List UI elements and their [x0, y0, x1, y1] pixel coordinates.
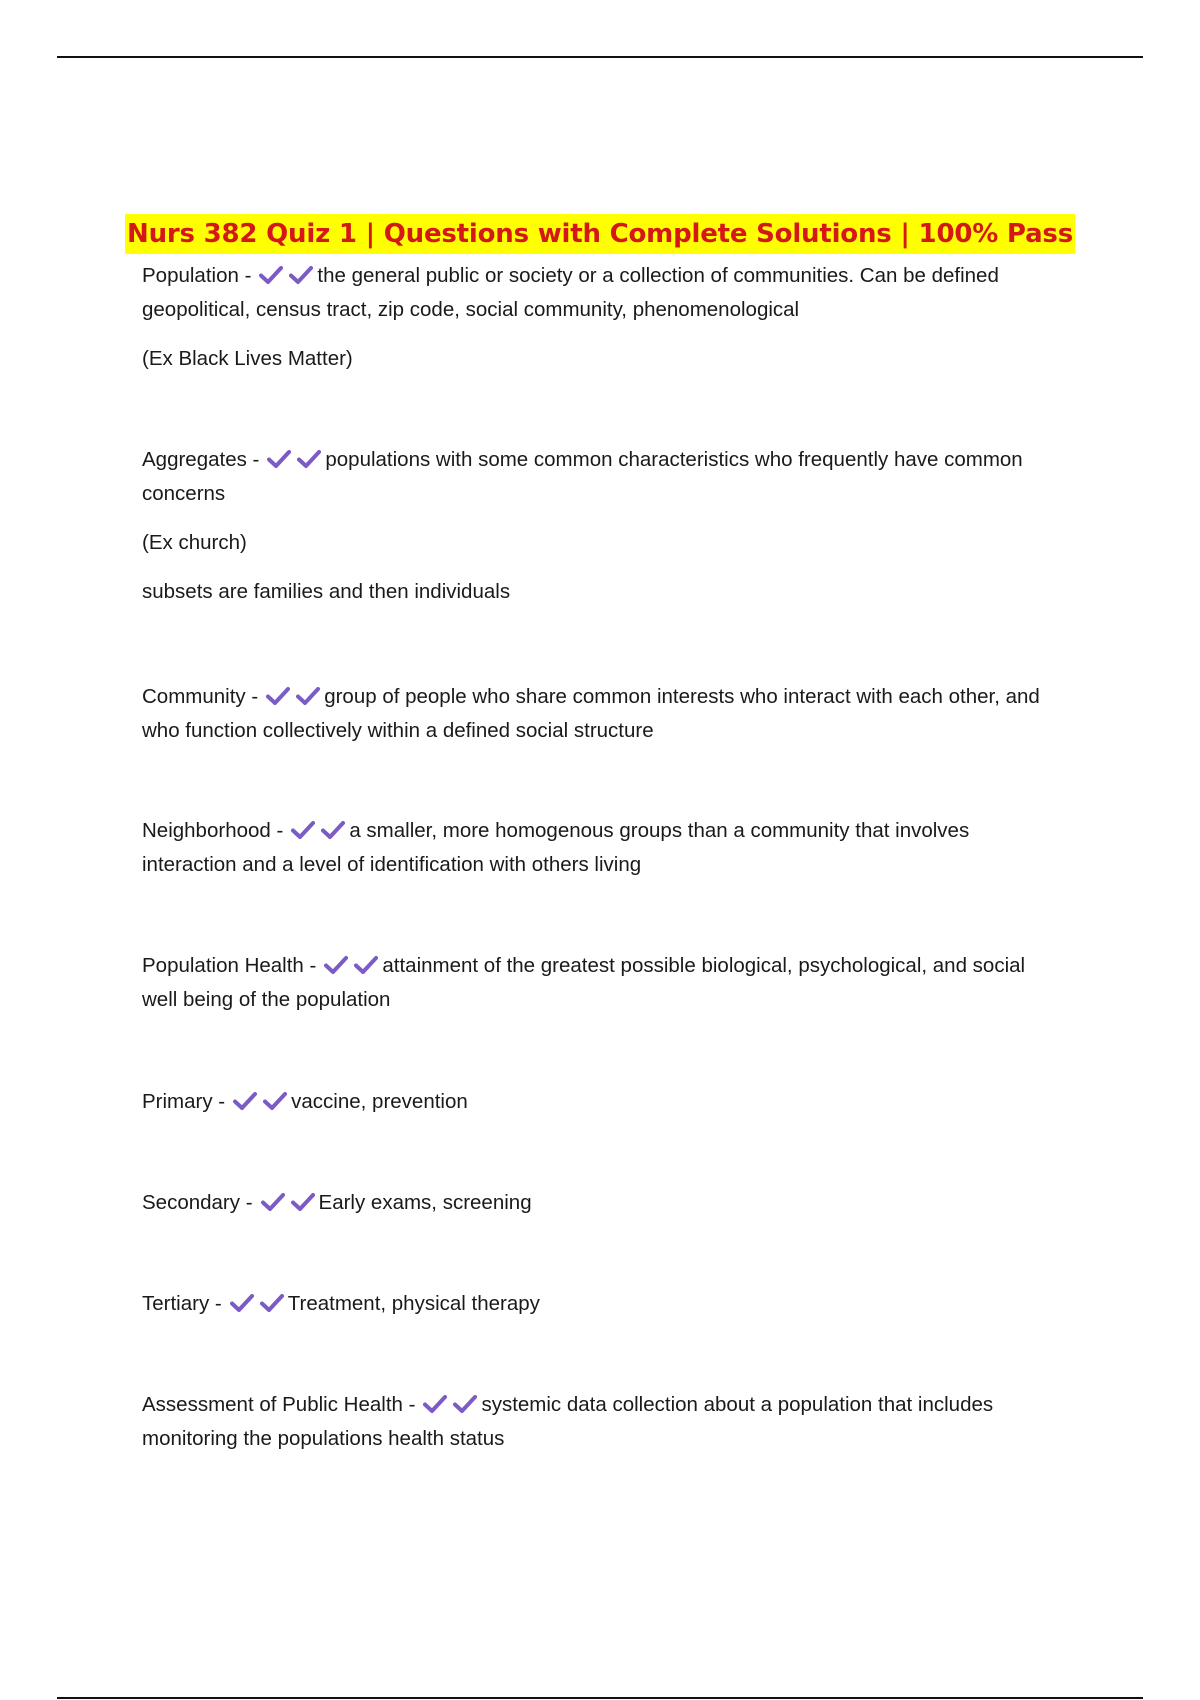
definition: attainment of the greatest possible biological, psychological, and social well being of the population: [142, 954, 1026, 1011]
definition: a smaller, more homogenous groups than a community that involves interaction and a level of identification with others living: [142, 819, 970, 876]
checkmark-icon: [423, 1394, 447, 1414]
term: Secondary -: [142, 1191, 253, 1214]
qa-line: [142, 1085, 1062, 1119]
qa-line: [142, 443, 1062, 511]
qa-line: [142, 1186, 1062, 1220]
qa-line: [142, 814, 1062, 882]
definition: vaccine, prevention: [291, 1090, 468, 1113]
checkmark-icon: [261, 1192, 285, 1212]
note: (Ex Black Lives Matter): [142, 347, 353, 370]
qa-line: [142, 680, 1062, 748]
qa-line: [142, 1287, 1062, 1321]
checkmark-icon: [289, 265, 313, 285]
qa-entry: [142, 1186, 1062, 1220]
checkmark-icon: [291, 1192, 315, 1212]
header-rule: [57, 56, 1143, 58]
title-block: [0, 214, 1200, 254]
qa-entry: [142, 680, 1062, 748]
definition: group of people who share common interests who interact with each other, and who function collectively within a defined social structure: [142, 685, 1040, 742]
term: Tertiary -: [142, 1292, 222, 1315]
qa-line: [142, 1388, 1062, 1456]
definition: populations with some common characteristics who frequently have common concerns: [142, 448, 1023, 505]
term: Population -: [142, 264, 252, 287]
qa-entry: [142, 1388, 1062, 1456]
term: Neighborhood -: [142, 819, 284, 842]
checkmark-icon: [354, 955, 378, 975]
checkmark-icon: [259, 265, 283, 285]
term: Population Health -: [142, 954, 317, 977]
term: Community -: [142, 685, 259, 708]
footer-rule: [57, 1697, 1143, 1699]
document-title: Nurs 382 Quiz 1 | Questions with Complete Solutions | 100% Pass: [125, 214, 1075, 254]
qa-entry: [142, 814, 1062, 882]
qa-entry: [142, 949, 1062, 1017]
qa-entry: [142, 1085, 1062, 1119]
checkmark-icon: [453, 1394, 477, 1414]
note: subsets are families and then individuals: [142, 580, 511, 603]
qa-line: [142, 259, 1062, 327]
checkmark-icon: [260, 1293, 284, 1313]
checkmark-icon: [297, 449, 321, 469]
term: Primary -: [142, 1090, 226, 1113]
qa-entry: [142, 1287, 1062, 1321]
checkmark-icon: [233, 1091, 257, 1111]
term: Aggregates -: [142, 448, 260, 471]
note: (Ex church): [142, 531, 247, 554]
definition: systemic data collection about a population that includes monitoring the populations health status: [142, 1393, 994, 1450]
checkmark-icon: [321, 820, 345, 840]
checkmark-icon: [324, 955, 348, 975]
definition: Treatment, physical therapy: [287, 1292, 540, 1315]
checkmark-icon: [291, 820, 315, 840]
checkmark-icon: [296, 686, 320, 706]
checkmark-icon: [267, 449, 291, 469]
checkmark-icon: [263, 1091, 287, 1111]
definition: Early exams, screening: [318, 1191, 532, 1214]
qa-entry: [142, 443, 1062, 609]
checkmark-icon: [266, 686, 290, 706]
checkmark-icon: [230, 1293, 254, 1313]
qa-entry: [142, 259, 1062, 376]
definition: the general public or society or a collection of communities. Can be defined geopolitical, census tract, zip code, social community, phenomenological: [142, 264, 999, 321]
qa-line: [142, 949, 1062, 1017]
term: Assessment of Public Health -: [142, 1393, 416, 1416]
